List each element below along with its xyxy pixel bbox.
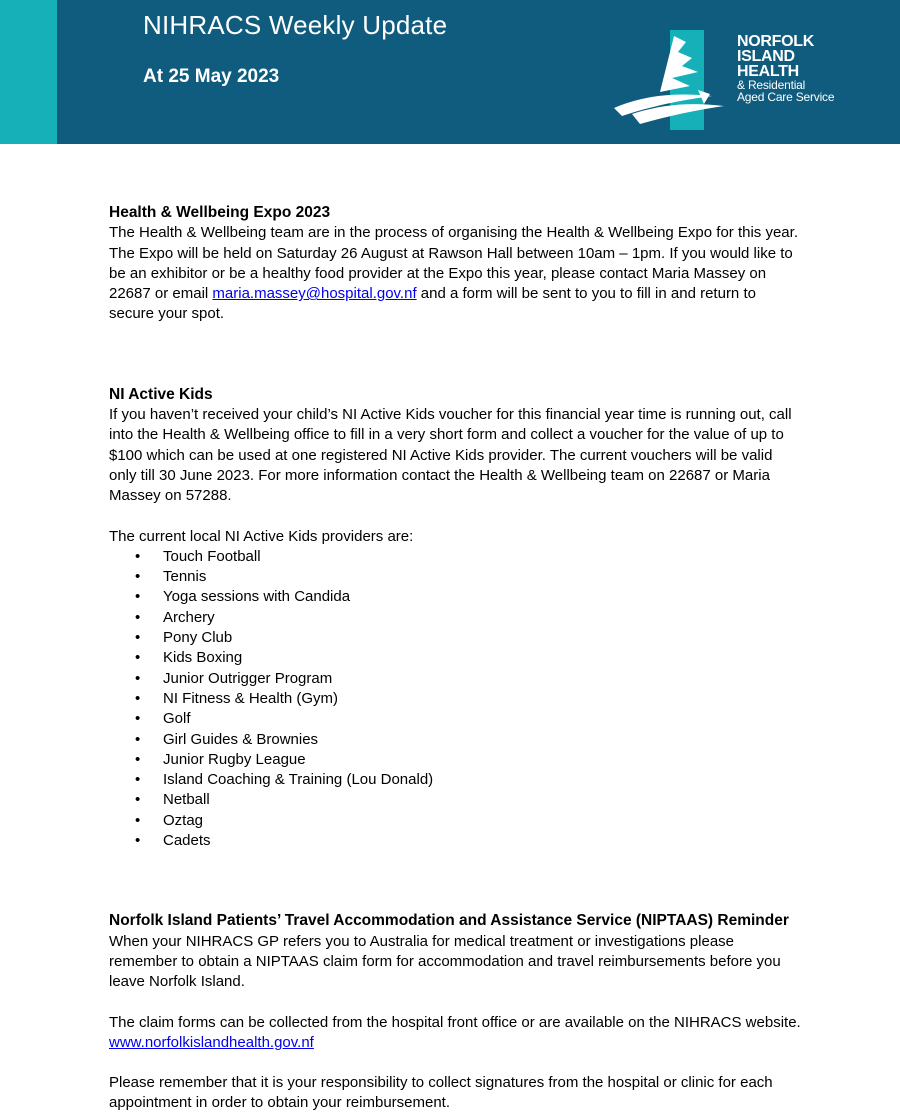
bullet-icon: • — [135, 750, 141, 768]
spacer — [109, 325, 804, 385]
logo-mark-icon — [612, 30, 732, 130]
spacer — [109, 993, 804, 1013]
list-item — [109, 628, 804, 648]
logo-sub-residential: & Residential — [737, 78, 806, 92]
bullet-icon: • — [135, 832, 141, 850]
list-item — [109, 689, 804, 709]
list-item — [109, 730, 804, 750]
logo-sub-aged-care: Aged Care Service — [737, 90, 835, 104]
provider-name: Cadets — [163, 832, 211, 850]
issue-date: At 25 May 2023 — [143, 66, 280, 87]
list-item — [109, 669, 804, 689]
section-niptaas — [109, 911, 804, 1113]
norfolk-island-health-logo — [612, 22, 852, 134]
logo-line-island: ISLAND — [737, 48, 795, 65]
providers-list — [109, 547, 804, 851]
header-banner — [0, 0, 900, 144]
providers-intro: The current local NI Active Kids providers are: — [109, 527, 414, 545]
spacer — [109, 507, 804, 527]
logo-wordmark — [737, 34, 834, 103]
bullet-icon: • — [135, 710, 141, 728]
list-item — [109, 811, 804, 831]
provider-name: Yoga sessions with Candida — [163, 588, 351, 606]
list-item — [109, 831, 804, 851]
provider-name: Touch Football — [163, 547, 261, 565]
provider-name: Golf — [163, 710, 191, 728]
page-title: NIHRACS Weekly Update — [143, 10, 448, 40]
logo-line-health: HEALTH — [737, 63, 799, 80]
provider-name: Pony Club — [163, 629, 233, 647]
active-kids-paragraph: If you haven’t received your child’s NI Active Kids voucher for this financial year time is running out, call into the Health & Wellbeing office to fill in a very short form and collect a voucher for the value of up to $100 which can be used at one registered NI Active Kids provider. The current vouchers will be valid only till 30 June 2023. For more information contact the Health & Wellbeing team on 22687 or Maria Massey on 57288. — [109, 406, 792, 505]
provider-name: Junior Outrigger Program — [163, 669, 333, 687]
section-expo — [109, 203, 804, 325]
list-item — [109, 648, 804, 668]
niptaas-paragraph-1: When your NIHRACS GP refers you to Australia for medical treatment or investigations please remember to obtain a NIPTAAS claim form for accommodation and travel reimbursements before you leave Norfolk Island. — [109, 932, 781, 991]
bullet-icon: • — [135, 791, 141, 809]
list-item — [109, 750, 804, 770]
header-accent-stripe — [0, 0, 57, 144]
bullet-icon: • — [135, 649, 141, 667]
provider-name: Oztag — [163, 811, 204, 829]
bullet-icon: • — [135, 771, 141, 789]
list-item — [109, 608, 804, 628]
niptaas-text-before-link: The claim forms can be collected from the hospital front office or are available on the NIHRACS website. — [109, 1013, 801, 1031]
provider-name: Girl Guides & Brownies — [163, 730, 319, 748]
expo-text-before: The Health & Wellbeing team are in the process of organising the Health & Wellbeing Expo for this year. The Expo will be held on Saturday 26 August at Rawson Hall between 10am – 1pm. If you would like to be an exhibitor or be a healthy food provider at the Expo this year, please contact Maria Massey on 22687 or email — [109, 224, 798, 303]
niptaas-paragraph-2 — [109, 1013, 804, 1054]
list-item — [109, 547, 804, 567]
section-active-kids — [109, 385, 804, 852]
list-item — [109, 709, 804, 729]
expo-heading: Health & Wellbeing Expo 2023 — [109, 204, 331, 221]
bullet-icon: • — [135, 689, 141, 707]
bullet-icon: • — [135, 547, 141, 565]
provider-name: NI Fitness & Health (Gym) — [163, 689, 339, 707]
expo-paragraph — [109, 223, 804, 324]
newsletter-body — [109, 203, 804, 1114]
expo-text-after: and a form will be sent to you to fill in and return to secure your spot. — [109, 285, 756, 323]
expo-email-link[interactable]: maria.massey@hospital.gov.nf — [212, 285, 417, 303]
spacer — [109, 851, 804, 911]
provider-name: Junior Rugby League — [163, 750, 306, 768]
provider-name: Kids Boxing — [163, 649, 243, 667]
logo-line-norfolk: NORFOLK — [737, 33, 815, 50]
bullet-icon: • — [135, 588, 141, 606]
website-link[interactable]: www.norfolkislandhealth.gov.nf — [109, 1033, 314, 1051]
provider-name: Tennis — [163, 568, 207, 586]
spacer — [109, 1053, 804, 1073]
niptaas-paragraph-3: Please remember that it is your responsibility to collect signatures from the hospital or clinic for each appointment in order to obtain your reimbursement. — [109, 1074, 773, 1112]
list-item — [109, 790, 804, 810]
active-kids-heading: NI Active Kids — [109, 385, 213, 403]
niptaas-heading: Norfolk Island Patients’ Travel Accommodation and Assistance Service (NIPTAAS) Reminder — [109, 912, 789, 930]
bullet-icon: • — [135, 608, 141, 626]
list-item — [109, 770, 804, 790]
list-item — [109, 587, 804, 607]
bullet-icon: • — [135, 568, 141, 586]
provider-name: Netball — [163, 791, 210, 809]
provider-name: Archery — [163, 608, 215, 626]
provider-name: Island Coaching & Training (Lou Donald) — [163, 771, 434, 789]
bullet-icon: • — [135, 669, 141, 687]
bullet-icon: • — [135, 730, 141, 748]
bullet-icon: • — [135, 811, 141, 829]
bullet-icon: • — [135, 629, 141, 647]
list-item — [109, 567, 804, 587]
